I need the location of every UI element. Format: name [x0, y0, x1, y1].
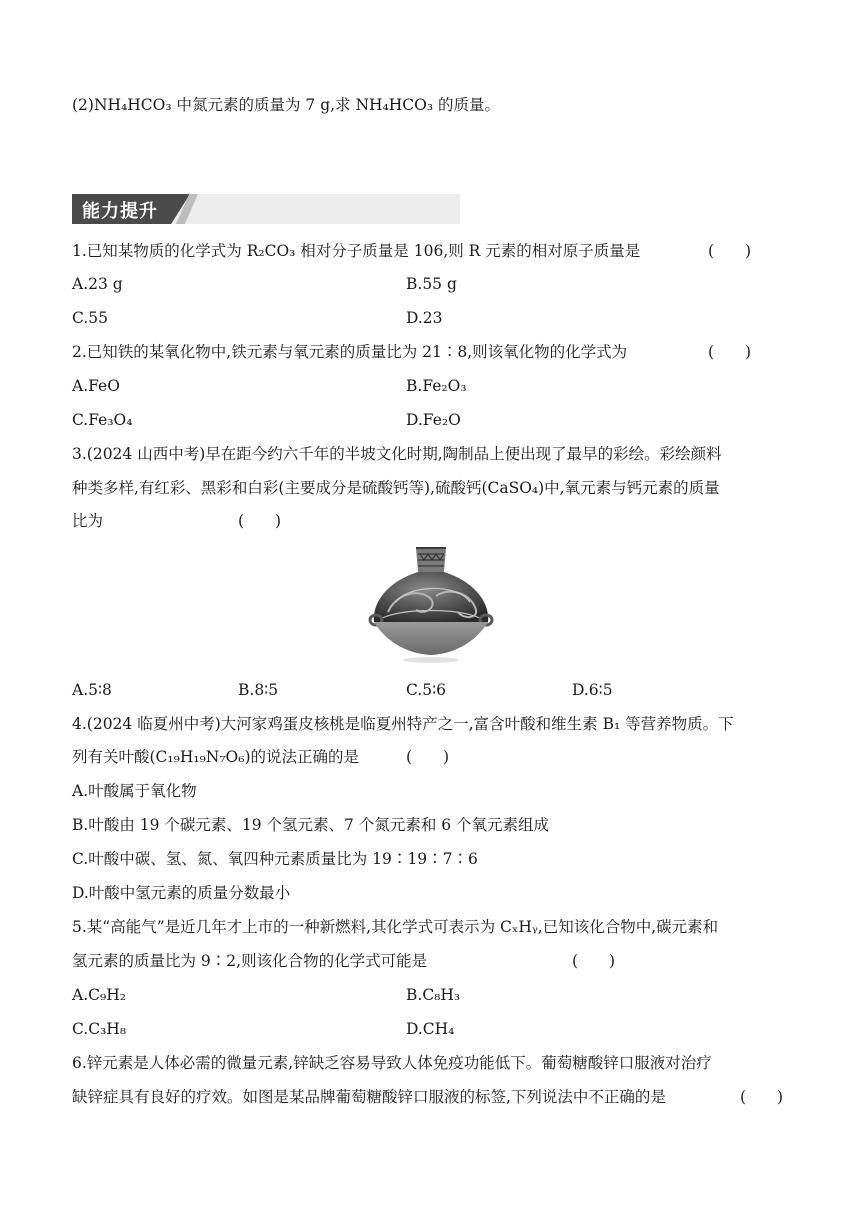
question-2-option-d[interactable]: D.Fe₂O: [406, 411, 461, 429]
question-1-answer-bracket: ( ): [708, 242, 752, 260]
question-1-option-c[interactable]: C.55: [72, 309, 108, 327]
question-1-stem: 1.已知某物质的化学式为 R₂CO₃ 相对分子质量是 106,则 R 元素的相对原子质量是: [72, 242, 641, 260]
question-2-option-c[interactable]: C.Fe₃O₄: [72, 411, 133, 429]
question-1-option-d[interactable]: D.23: [406, 309, 443, 327]
question-3-option-c[interactable]: C.5∶6: [406, 681, 446, 699]
question-2-answer-bracket: ( ): [708, 343, 752, 361]
section-header: [72, 194, 460, 224]
question-5-stem-line-2: 氢元素的质量比为 9∶2,则该化合物的化学式可能是: [72, 952, 428, 970]
question-1-option-a[interactable]: A.23 g: [72, 275, 123, 293]
question-2-option-a[interactable]: A.FeO: [72, 377, 120, 395]
painted-pottery-image: [366, 542, 496, 667]
question-5-option-d[interactable]: D.CH₄: [406, 1020, 455, 1038]
question-6-stem-line-2: 缺锌症具有良好的疗效。如图是某品牌葡萄糖酸锌口服液的标签,下列说法中不正确的是: [72, 1088, 666, 1106]
question-1-option-b[interactable]: B.55 g: [406, 275, 457, 293]
question-3-answer-bracket: ( ): [238, 512, 282, 530]
question-3-option-b[interactable]: B.8∶5: [238, 681, 279, 699]
question-5-answer-bracket: ( ): [572, 952, 616, 970]
question-3-stem-line-1: 3.(2024 山西中考)早在距今约六千年的半坡文化时期,陶制品上便出现了最早的彩绘。彩绘颜料: [72, 445, 722, 463]
section-title: 能力提升: [82, 201, 158, 222]
question-4-stem-line-2: 列有关叶酸(C₁₉H₁₉N₇O₆)的说法正确的是: [72, 748, 360, 766]
question-4-stem-line-1: 4.(2024 临夏州中考)大河家鸡蛋皮核桃是临夏州特产之一,富含叶酸和维生素 B₁ 等营养物质。下: [72, 715, 734, 733]
question-5-option-a[interactable]: A.C₉H₂: [72, 986, 126, 1004]
question-5-option-c[interactable]: C.C₃H₈: [72, 1020, 127, 1038]
question-4-option-d[interactable]: D.叶酸中氢元素的质量分数最小: [72, 884, 291, 902]
question-4-option-c[interactable]: C.叶酸中碳、氢、氮、氧四种元素质量比为 19∶19∶7∶6: [72, 850, 478, 868]
question-3-stem-line-2: 种类多样,有红彩、黑彩和白彩(主要成分是硫酸钙等),硫酸钙(CaSO₄)中,氧元素与钙元素的质量: [72, 479, 720, 497]
question-2-stem: 2.已知铁的某氧化物中,铁元素与氧元素的质量比为 21∶8,则该氧化物的化学式为: [72, 343, 628, 361]
question-prev-part-2: (2)NH₄HCO₃ 中氮元素的质量为 7 g,求 NH₄HCO₃ 的质量。: [72, 96, 500, 114]
question-6-stem-line-1: 6.锌元素是人体必需的微量元素,锌缺乏容易导致人体免疫功能低下。葡萄糖酸锌口服液对治疗: [72, 1054, 712, 1072]
question-2-option-b[interactable]: B.Fe₂O₃: [406, 377, 467, 395]
question-4-option-a[interactable]: A.叶酸属于氧化物: [72, 782, 197, 800]
question-3-option-d[interactable]: D.6∶5: [572, 681, 613, 699]
question-4-answer-bracket: ( ): [406, 748, 450, 766]
question-6-answer-bracket: ( ): [740, 1088, 784, 1106]
question-3-stem-line-3: 比为: [72, 512, 104, 530]
question-4-option-b[interactable]: B.叶酸由 19 个碳元素、19 个氢元素、7 个氮元素和 6 个氧元素组成: [72, 816, 550, 834]
question-3-option-a[interactable]: A.5∶8: [72, 681, 112, 699]
question-5-stem-line-1: 5.某“高能气”是近几年才上市的一种新燃料,其化学式可表示为 CₓHᵧ,已知该化合物中,碳元素和: [72, 918, 719, 936]
question-5-option-b[interactable]: B.C₈H₃: [406, 986, 461, 1004]
